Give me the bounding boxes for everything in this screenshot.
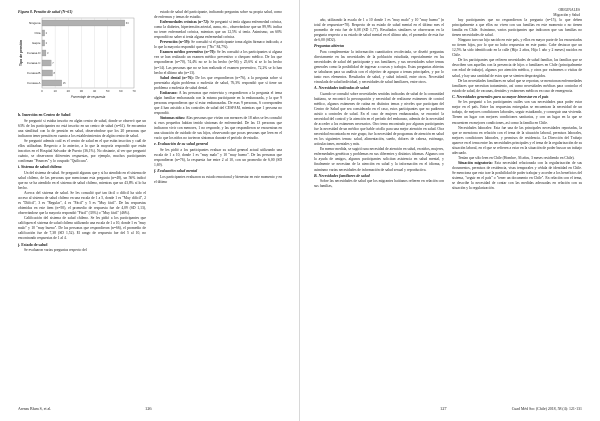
data-label: 63 xyxy=(125,22,129,26)
run-in-heading: Enfermedades crónicas (n=72): xyxy=(160,20,210,25)
section-heading: Preguntas abiertas xyxy=(314,44,345,49)
section-heading: i. Sistema de salud chileno xyxy=(18,165,62,170)
bar xyxy=(42,70,53,76)
page-number-left: 126 xyxy=(145,406,152,411)
run-in-heading: Embarazo: xyxy=(160,90,178,95)
y-axis-label: Tipo de pensión xyxy=(19,40,23,66)
paragraph: Se evaluaron varias preguntas respecto del xyxy=(24,247,87,252)
paragraph-text: Se les consultó a los participantes si alguna vez se han realizado un examen médico preventivo o chequeo médico. De los que respondieron (n=70), 74,4% no se lo ha hecho (n=56) y 25,6% sí se lo ha hecho (n=14). Las personas que no se han realizado el examen preventivo, 72,2% se lo han hecho el último año (n=13). xyxy=(154,50,282,75)
paragraph: Ninguno tuvo un hijo nacido en este país, y ellos en mayor parte de los encuestados no tienen hijos, por lo que no hubo respuestas en este punto. Cabe destacar que un 12,5% ha sido identificado en la calle (Hijo 2 años, Hija 1 año y 2 meses) nacidos en Chile. xyxy=(452,38,582,58)
bar xyxy=(42,20,125,26)
category-label: Fonasa D xyxy=(27,51,41,56)
run-in-heading: Salud dental (n=76): xyxy=(160,75,194,80)
paragraph xyxy=(154,116,282,141)
paragraph-text: Se preguntó si tenía alguna enfermedad crónica, como la diabetes, hipertensión arterial, asma, etc., observándose que un 89,9% indica no tener enfermedad crónica, mientras que un 12,5% sí tenía. Asimismo, un 60% respondió no saber si tenía alguna enfermedad crónica. xyxy=(154,20,283,40)
figure-title: Figura 8. Pensión de salud (N=61) xyxy=(18,10,73,14)
section-heading: C. Necesidades generales para su mayor bienestar en el país xyxy=(452,94,549,99)
x-tick-label: 60 xyxy=(119,89,123,93)
category-label: Isapre xyxy=(31,41,41,46)
paragraph-text: A las personas que entrevista y respondieron a la pregunta el tema algún familiar embarazada con la misma participante en la embarazada, y la que 9 personas respondieron que sí estar embarazadas. De esas 9 personas, 6 corresponden que 4 han asistido a los controles de salud del CESFAM, mientras que 1 persona no respondió. xyxy=(154,90,282,115)
paragraph xyxy=(154,50,282,75)
x-tick-label: 30 xyxy=(79,89,84,93)
paragraph: Se preguntó además cuál es el centro de salud en el que están inscritos y cuál de ellos utilizaban. Respecto a lo anterior, a lo que la mayoría respondió que están inscritos en el Hospital Salvador de Puerto (36,1%). No obstante, al ver que preguntó cuánto, se observaron diferentes respuestas, por ejemplo, muchos participantes confirman "Pounces" y lo ocupado "Quilicura". xyxy=(18,138,146,163)
category-label: Otra xyxy=(34,31,41,36)
x-tick-label: 0 xyxy=(41,89,43,93)
data-label: 3 xyxy=(46,52,49,56)
category-label: Fonasa B xyxy=(27,71,41,76)
paragraph: estado de salud del participante, indicando preguntas sobre su propia salud, como de enfermos y temas de estudio. xyxy=(154,10,282,20)
paragraph xyxy=(154,20,282,40)
run-in-heading: Prevención (n=59): xyxy=(160,40,191,45)
data-label: 2 xyxy=(45,32,48,36)
bar xyxy=(42,80,62,86)
run-in-heading: Síntomas niños: xyxy=(160,115,186,120)
paragraph xyxy=(154,76,282,91)
paragraph: Cuando se consultó sobre necesidades sentidas indicadas de salud de la comunidad haitiana, se encontró la preocupación y necesidad de realizarse exámenes de control médico, algunos exámenes de rutina en distintos temas y niveles que participan del Centro de Salud que sea considerado en el caso, estos participantes que no pudieron asistir a controles de salud. En el caso de mujeres embarazadas, se encontró la necesidad del control y la atención en el período del embarazo, además de la necesidad de acceder a los exámenes necesarios. Otro tema encontrado por algunos participantes fue la necesidad de un médico que hable criollo para una mejor atención en salud. Otra necesidad encontrada en este grupo, fue la necesidad de programas de atención en salud en los siguientes temas: salud, alimentación, sueño, dolores de cabeza, estómago, articulaciones, mentales y más. xyxy=(314,91,444,147)
right-page xyxy=(300,0,600,421)
paragraph: Necesidades laborales: Esta fue una de las principales necesidades reportadas, la que se menciona en relación con el tema de la situación laboral, permisos laborales, mejores condiciones laborales, y permisos de residencia. La Dirección del Trabajo aparece en el tema entre las necesidades principales y el tema de la regularización de su situación laboral, en el que se refieren a estar en la situación de poder buscar un trabajo adecuado. xyxy=(452,125,582,155)
bar xyxy=(42,30,45,36)
running-head-title: Migración y Salud xyxy=(553,12,580,17)
section-heading: f. Evaluación salud mental xyxy=(154,169,198,174)
paragraph: Los participantes evaluaron su estado emocional y bienestar en este momento y en el último xyxy=(154,174,282,184)
section-heading: e. Evaluación de su salud general xyxy=(154,142,209,147)
run-in-heading: Situación migratoria: xyxy=(458,160,493,165)
paragraph: Se preguntó si estaba inscrito en algún centro de salud, donde se observó que un 63% de los participantes no está inscrito en un centro de salud (n=61). Se encuentra una similitud con la de pensión en salud, observándose que los 20 personas que indicaron tener pensión en cuanto a los establecimientos de algún centro de salud. xyxy=(18,118,146,138)
paragraph-text: Se consultó si el participante toma algún fármaco indicado, a lo que la mayoría respondió que no ("No" 84,7%). xyxy=(154,40,283,50)
paragraph xyxy=(154,40,282,50)
x-tick-label: 50 xyxy=(106,89,110,93)
data-label: 8 xyxy=(53,72,55,76)
right-column-2 xyxy=(452,18,582,191)
x-tick-label: 20 xyxy=(66,89,70,93)
section-heading: h. Inserción en Centro de Salud xyxy=(18,113,71,118)
data-label: 15 xyxy=(62,82,66,86)
page-number-right: 127 xyxy=(440,406,447,411)
section-heading: A. Necesidades indicadas de salud xyxy=(314,86,369,91)
left-column-1 xyxy=(18,112,146,253)
paragraph-text: De los que respondieron (n=76), a la pregunta sobre si presentaba algún problema o molestia de salud, 76,3% respondió que sí tiene un problema o molestia de salud dental. xyxy=(154,75,282,90)
data-label: 7 xyxy=(52,62,54,66)
paragraph: hay participantes que no respondieron la pregunta (n=15), lo que deben principalmente a que ellos no viven con sus familias en este momento o no tienen familia en Chile. Asimismo, varios participantes que indicaron que sus familias no tienen necesidades de salud. xyxy=(452,18,582,38)
data-label: 2 xyxy=(45,42,48,46)
plot-area xyxy=(42,18,134,88)
footer-authors: Arenas Blum S, et al. xyxy=(18,407,52,411)
figure-8 xyxy=(18,10,140,110)
paragraph: En menor medida, se sugirió una necesidad de atención en salud, en niños, mujeres, enfermedades genéticas y problemas en sus diferentes y distintos idiomas. Algunos con la ayuda de amigos, algunos participantes solicitan asistencia en salud mental, y finalmente se necesitan de la atención en salud y la información en el idioma, y asimismo varias necesidades de información de salud sexual y reproductiva. xyxy=(314,147,444,172)
paragraph-text: Esta necesidad relacionada con la regularización de sus documentos, permisos de residencia, visas temporales y cédula de identidad en Chile. Se menciona que esto trae la posibilidad de poder trabajar y acceder a los beneficios del sistema, "seguir en el país" o "tener un documento en Chile". En relación con el tema, se describe la necesidad de contar con las medidas adecuadas en relación con su situación y la regularización. xyxy=(452,160,582,191)
paragraph: Sobre las necesidades de salud que los migrantes haitianos refieren en relación con sus familias, xyxy=(314,179,444,189)
paragraph-text: Alas personas que vivían con menores de 18 años se les consultó si esos pequeños habían tenido síntomas de enfermedad. De las 13 personas que indicaron vivir con menores, 1 no responde, y las que respondieron se encuentran en una situación de cuidado de sus hijos, observando que pocas personas que leen en el vacío que los niños no tuvieron síntomas durante el período de estudio. xyxy=(154,115,282,141)
bar xyxy=(42,60,51,66)
bar-chart xyxy=(18,16,140,104)
x-axis-label: Porcentaje de respuesta xyxy=(70,95,106,99)
right-column-1 xyxy=(314,18,444,189)
paragraph: Acerca del sistema de salud. Se les consultó qué tan fácil o difícil ha sido el acceso al sistema de salud chileno en una escala de 1 a 5, donde 1 es "Muy difícil", 2 es "Difícil", 3 es "Regular", 4 es "Fácil" y 5 es "Muy fácil". De las respuestas obtenidas en este ítem (n=50), el promedio de respuesta fue de 4,09 (SD 1,13), observándose que la mayoría respondió "Fácil" (33%) o "Muy fácil" (46%). xyxy=(18,190,146,216)
category-label: Fonasa A xyxy=(27,81,41,86)
paragraph xyxy=(452,161,582,191)
category-label: Fonasa C xyxy=(27,61,41,66)
bar xyxy=(42,50,46,56)
running-head-section: ORIGINALES xyxy=(558,8,580,12)
left-column-2 xyxy=(154,10,282,185)
running-head xyxy=(553,8,580,17)
section-heading: j. Estado de salud xyxy=(18,242,48,247)
paragraph: De los participantes que refieren necesidades de salud familiar, las familias que se describen son aquellas con la presencia de hijos o familiares en Chile (principalmente con edad de trabajo), algunos por atención médica, y otros por exámenes o visitas de salud, y hay una cantidad de estos que se sienten desprotegidos. xyxy=(452,58,582,78)
x-tick-label: 70 xyxy=(132,89,136,93)
footer-journal: Cuad Méd Soc (Chile) 2018, 58 (4): 121-131 xyxy=(511,407,582,411)
paragraph: Para complementar la información cuantitativa recolectada, se diseñó preguntas directamente en las necesidades de la población estudiada, especialmente en las necesidades de salud del participante y sus familiares, y sus necesidades sobre temas generales como la posibilidad de ingresar a cursos y trabajos. Estas preguntas abiertas se tabularon para su análisis con el objetivo de agrupar a temas principales, y por lo tanto esos elementos. Resultados de salud, y salud infantil, entre otros. Necesidad vinculada de salud individual, y necesidades de salud familiares, entre otros. xyxy=(314,49,444,85)
paragraph: Calificación del sistema de salud chileno. Se les pidió a los participantes que califiquen el sistema de salud chileno utilizando una escala de 1 a 10, donde 1 es "muy malo" y 10 "muy bueno". De las personas que respondieron (n=66), el promedio de calificación fue de 7,38 (SD 1,52). El rango de respuesta fue del 5 al 10, no encontrando respuestas de 1 al 4. xyxy=(18,216,146,241)
paragraph: año, utilizando la escala de 1 a 10 donde 1 es "muy malo" y 10 "muy bueno" (n total de respuestas=70). Respecto de su estado de salud mental en el último mes el promedio de esta fue de 6,08 (SD 1,77). Resultados similares se observaron en la pregunta respecto a su estado de salud mental en el último año, el promedio de esta fue de 6,00 (SD2). xyxy=(314,18,444,43)
paragraph: Se les pidió a los participantes evaluar su salud general actual utilizando una escala de 1 a 10, donde 1 es "muy malo" y 10 "muy bueno". De las personas que respondieron (n=76), la respuesta fue entre 2 al 10, con un promedio de 6,00 (SD 1,69). xyxy=(154,147,282,167)
paragraph xyxy=(154,91,282,116)
x-tick-label: 10 xyxy=(53,89,57,93)
bar xyxy=(42,40,45,46)
paragraph: Tenían que sólo leen en Chile (Hombre, 36 años, 3 meses residiendo en Chile). xyxy=(458,155,575,160)
x-tick-label: 40 xyxy=(92,89,97,93)
paragraph: De las necesidades familiares en salud que se reportan, se mencionan enfermedades familiares que necesitan tratamiento, así como necesidades médicas para controlar el estado de salud, de vacunas, dentales y exámenes médicos en caso de emergencia. xyxy=(452,78,582,93)
run-in-heading: Examen médico preventivo (n=70): xyxy=(160,50,216,55)
category-label: Ninguna xyxy=(28,21,41,26)
section-heading: B. Necesidades familiares de salud xyxy=(314,173,370,178)
paragraph: Un del sistema de salud. Se preguntó algunas que y si ha atendido en el sistema de salud chileno, de las personas que mencionan esta pregunta (n=48), un 56% indicó que no se ha atendido en el sistema de salud chileno, mientras que un 43,8% sí lo ha hecho. xyxy=(18,170,146,190)
paragraph: Se les preguntó a los participantes cuáles son sus necesidades para poder estar mejor en el país. Entre las respuestas entregadas se encuentran la necesidad de un trabajo, de mejores condiciones laborales, seguir estudiando, y conseguir una vivienda. Tienen un lugar con mejores condiciones sanitarias, y con un lugar en la que se encuentren en mejores condiciones, así como la familia en Chile. xyxy=(452,100,582,125)
